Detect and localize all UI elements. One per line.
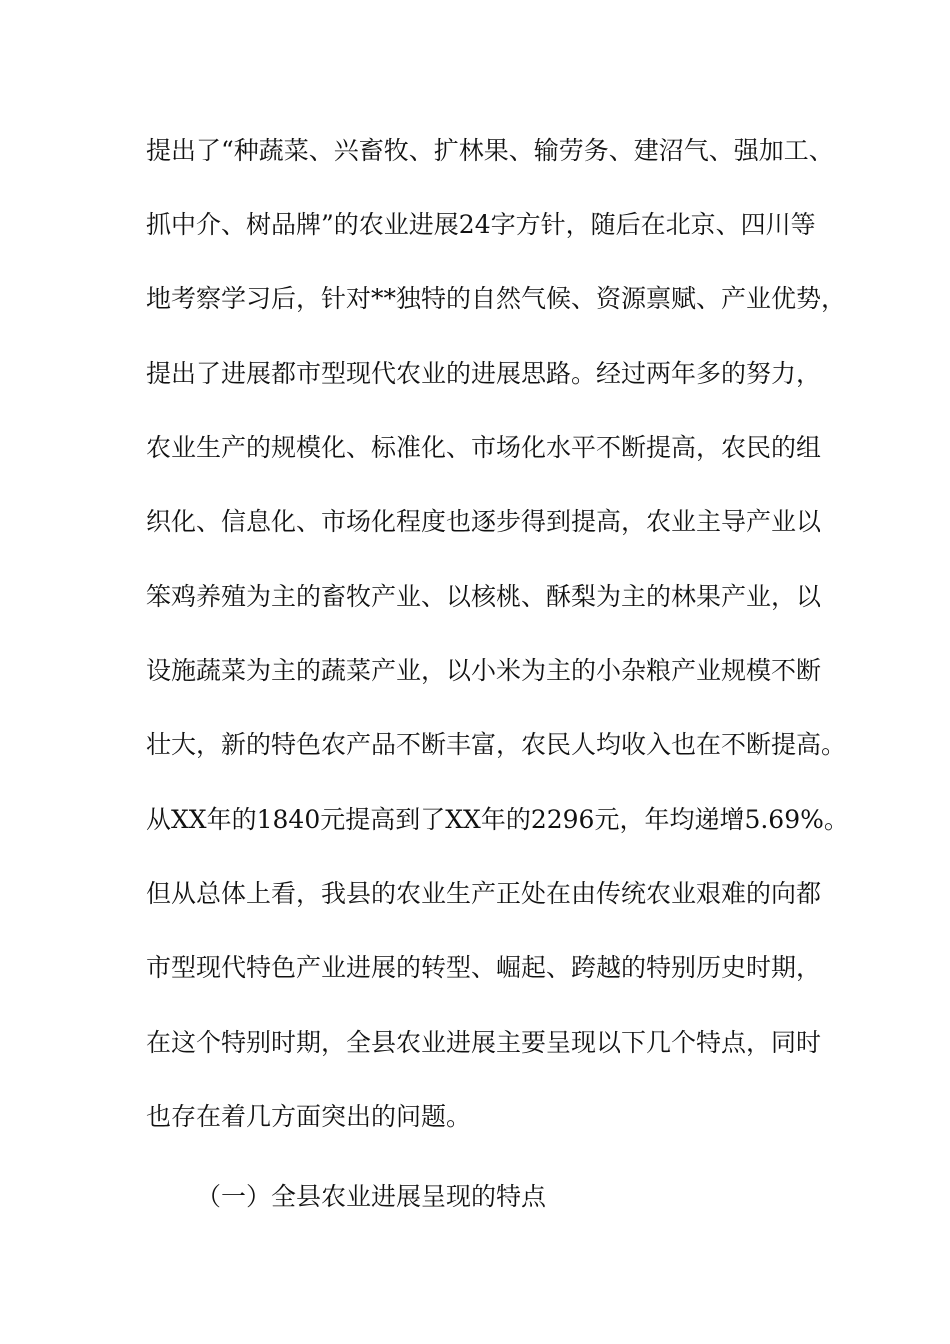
paragraph-line: 笨鸡养殖为主的畜牧产业、以核桃、酥梨为主的林果产业，以	[146, 582, 822, 611]
paragraph-line: 从XX年的1840元提高到了XX年的2296元，年均递增5.69%。	[146, 805, 849, 834]
paragraph-line: 织化、信息化、市场化程度也逐步得到提高，农业主导产业以	[146, 507, 822, 536]
paragraph-line: 提出了进展都市型现代农业的进展思路。经过两年多的努力，	[146, 359, 822, 388]
paragraph-line: 提出了“种蔬菜、兴畜牧、扩林果、输劳务、建沼气、强加工、	[146, 136, 834, 165]
section-heading: （一）全县农业进展呈现的特点	[196, 1182, 547, 1211]
paragraph-line: 壮大，新的特色农产品不断丰富，农民人均收入也在不断提高。	[146, 730, 847, 759]
paragraph-line: 在这个特别时期，全县农业进展主要呈现以下几个特点，同时	[146, 1028, 822, 1057]
paragraph-line: 也存在着几方面突出的问题。	[146, 1102, 472, 1131]
paragraph-line: 设施蔬菜为主的蔬菜产业，以小米为主的小杂粮产业规模不断	[146, 656, 822, 685]
paragraph-line: 抓中介、树品牌”的农业进展24字方针，随后在北京、四川等	[146, 210, 816, 239]
paragraph-line: 地考察学习后，针对**独特的自然气候、资源禀赋、产业优势，	[146, 284, 847, 313]
paragraph-line: 农业生产的规模化、标准化、市场化水平不断提高，农民的组	[146, 433, 822, 462]
paragraph-line: 市型现代特色产业进展的转型、崛起、跨越的特别历史时期，	[146, 953, 822, 982]
paragraph-line: 但从总体上看，我县的农业生产正处在由传统农业艰难的向都	[146, 879, 822, 908]
